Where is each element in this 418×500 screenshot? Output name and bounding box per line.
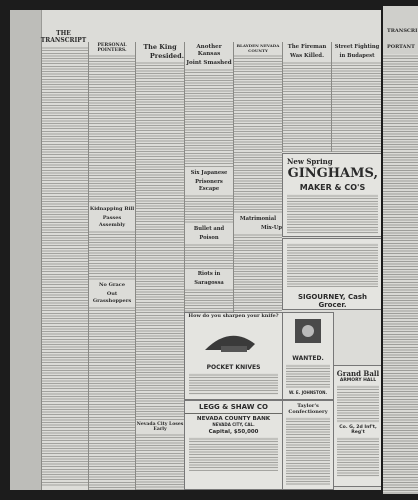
ad-sigourney: SIGOURNEY, Cash Grocer. — [297, 293, 368, 309]
col3-headline-2: Presided. — [149, 52, 184, 60]
col2-headline-2: No Grace — [98, 282, 125, 289]
newspaper-page — [10, 10, 381, 490]
ad-ginghams: GINGHAMS, — [287, 166, 378, 181]
col6-headline-2: Was Killed. — [290, 53, 324, 59]
column-7 — [331, 42, 381, 152]
col2-headline-2b: Out Grasshoppers — [92, 291, 132, 305]
col7-headline-2: in Budapest — [339, 53, 375, 59]
adjacent-text — [383, 54, 418, 494]
wanted-ad — [282, 312, 334, 400]
adjacent-page-strip — [383, 6, 418, 494]
sigourney-ad — [282, 238, 381, 310]
grand-ball-ad — [333, 365, 381, 487]
ad-capital: Capital, $50,000 — [208, 429, 259, 435]
column-3 — [135, 42, 184, 490]
ad-taylor: Taylor's Confectionery — [288, 403, 328, 415]
ad-pocket-knives: POCKET KNIVES — [206, 364, 261, 372]
bank-ad — [184, 400, 283, 490]
col4-subhead-4: Riots in — [197, 271, 221, 277]
column-1 — [41, 40, 88, 490]
column-5 — [233, 42, 282, 312]
ad-johnston: W. E. JOHNSTON. — [288, 390, 328, 395]
ad-grand-ball: Grand Ball — [336, 369, 380, 378]
column-2 — [88, 42, 135, 490]
ad-co-g: Co. G, 2d Inf't, Reg't — [339, 425, 377, 435]
adjacent-masthead: TRANSCRI — [387, 28, 418, 34]
col4-subhead-1: Six Japanese — [190, 170, 228, 176]
col2-headline-1: Kidnapping Bill — [89, 206, 135, 213]
col4-subhead-1b: Prisoners Escape — [195, 179, 223, 192]
column-6 — [282, 42, 331, 152]
column-1-text — [42, 46, 88, 486]
col5-subhead: Matrimonial — [239, 216, 277, 223]
ad-new-spring: New Spring — [287, 157, 333, 166]
confectionery-ad — [282, 400, 334, 490]
col4-headline: Another Kansas — [196, 44, 222, 57]
knife-ad — [184, 312, 283, 400]
col5-subhead-2: Mix-Up — [260, 225, 282, 232]
column-4 — [184, 42, 233, 338]
page-gutter — [10, 10, 42, 490]
ad-bank: NEVADA COUNTY BANK — [196, 416, 271, 422]
stove-illustration-icon — [283, 313, 333, 351]
col4-headline-2: Joint Smashed — [186, 60, 232, 66]
col5-headline: BLAYDEN NEVADA COUNTY — [236, 43, 280, 54]
ad-armory: ARMORY HALL — [339, 378, 377, 383]
col6-headline: The Fireman — [287, 44, 327, 50]
col4-subhead-4b: Saragossa — [194, 280, 224, 286]
col7-headline: Street Fighting — [334, 44, 380, 50]
col3-subhead: Nevada City Loses Early — [136, 422, 184, 433]
col2-heading: PERSONAL POINTERS. — [97, 43, 127, 54]
ginghams-ad — [282, 153, 381, 237]
masthead: THE TRANSCRIPT — [40, 30, 87, 44]
col3-headline: The King — [143, 43, 177, 51]
col4-subhead-2: Bullet and — [193, 226, 225, 232]
ad-maker: MAKER & CO'S — [299, 183, 366, 192]
ad-wanted: WANTED. — [292, 355, 324, 362]
ad-shave-title: How do you sharpen your knife? — [188, 313, 279, 319]
ad-bank-city: NEVADA CITY, CAL. — [212, 422, 255, 427]
col2-headline-1b: Passes Assembly — [98, 215, 126, 229]
col4-subhead-3: Poison — [199, 235, 219, 241]
knife-illustration-icon — [185, 320, 282, 360]
adjacent-heading: PORTANT — [387, 44, 415, 50]
ad-legg-shaw: LEGG & SHAW CO — [199, 403, 268, 411]
